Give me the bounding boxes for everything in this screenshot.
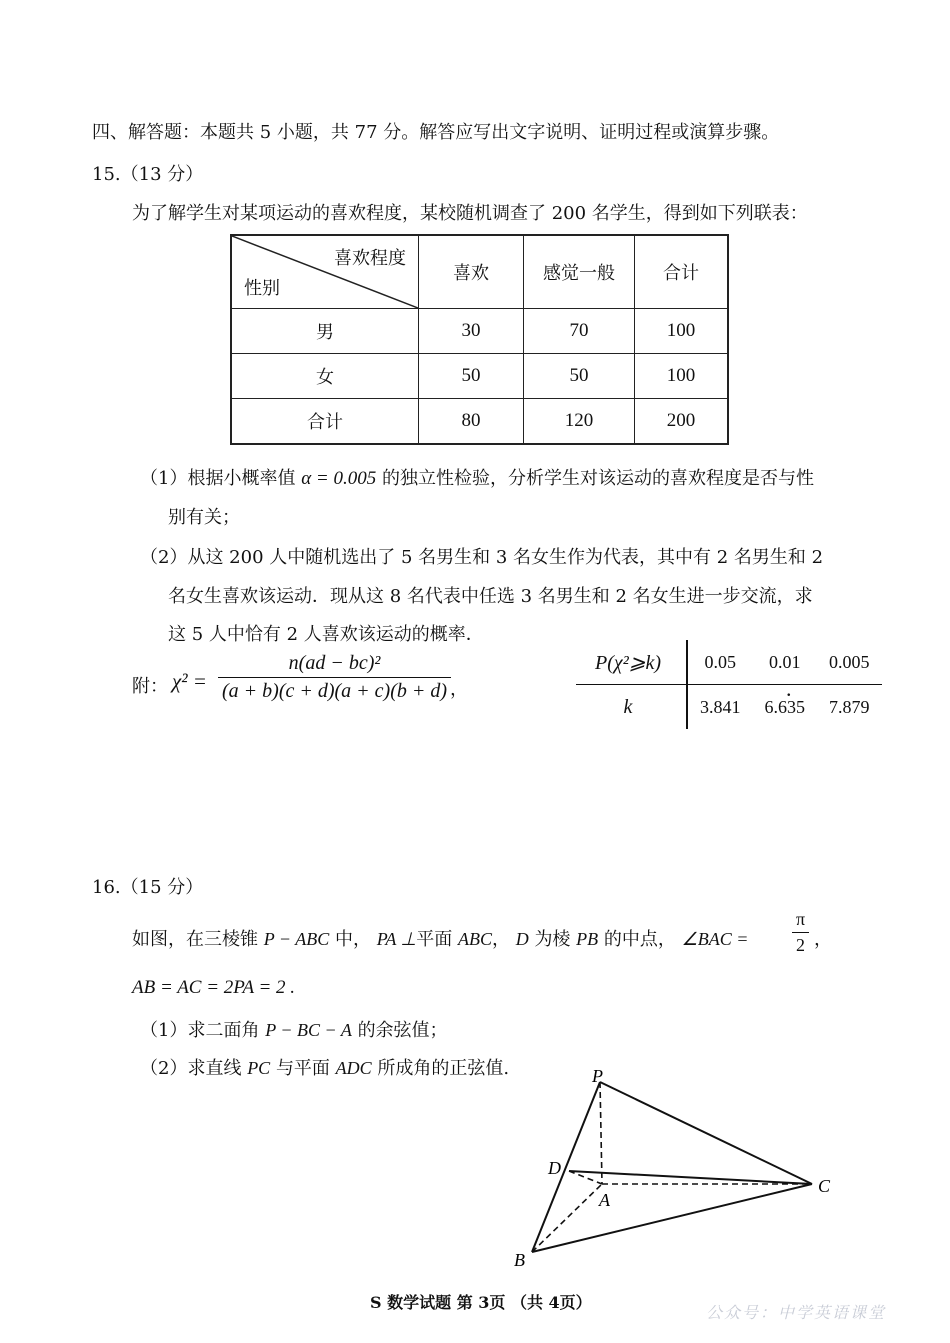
formula-lhs: χ² =	[172, 669, 207, 693]
tetrahedron-figure	[500, 1060, 840, 1275]
part1-text-b: 的独立性检验，分析学生对该运动的喜欢程度是否与性	[381, 468, 814, 489]
q16-text: 的余弦值；	[357, 1020, 448, 1041]
q15-intro: 为了解学生对某项运动的喜欢程度，某校随机调查了 200 名学生，得到如下列联表：	[132, 203, 808, 224]
label-a: A	[599, 1190, 610, 1210]
edge-dc	[569, 1171, 812, 1184]
q15-number: 15.（13 分）	[92, 164, 204, 185]
section-heading: 四、解答题：本题共 5 小题，共 77 分。解答应写出文字说明、证明过程或演算步骤。	[92, 122, 780, 143]
q16-part2	[140, 1054, 509, 1080]
formula-denominator: (a + b)(c + d)(a + c)(b + d)	[222, 680, 448, 702]
q16-text: 为棱	[534, 929, 571, 950]
frac-denominator: 2	[796, 935, 806, 955]
table-corner-cell	[231, 235, 419, 309]
corner-top-label: 喜欢程度	[334, 248, 406, 269]
q16-line2: AB = AC = 2PA = 2 .	[132, 977, 296, 998]
q15-part2-line3: 这 5 人中恰有 2 人喜欢该运动的概率．	[168, 624, 484, 645]
math-plane: ABC	[457, 929, 492, 949]
k-value: 7.879	[829, 696, 870, 717]
table-cell: 50	[524, 354, 635, 399]
q16-line1-end: ，	[814, 929, 832, 950]
q16-text: 所成角的正弦值.	[377, 1058, 510, 1079]
page-footer: S 数学试题 第 3页 （共 4页）	[370, 1293, 592, 1312]
p-value: 0.005	[817, 640, 882, 685]
end-dot: .	[786, 676, 792, 701]
table-cell: 80	[419, 399, 524, 445]
k-value: 6.635	[764, 696, 805, 717]
formula-numerator: n(ad − bc)²	[218, 652, 451, 678]
p-value: 0.05	[687, 640, 753, 685]
math-plane-adc: ADC	[335, 1058, 372, 1078]
row-label: 男	[231, 309, 419, 354]
chi-square-fraction	[218, 652, 451, 703]
row-label: 女	[231, 354, 419, 399]
math-point-d: D	[515, 929, 529, 949]
edge-bc	[532, 1184, 812, 1252]
q16-number: 16.（15 分）	[92, 877, 204, 898]
q15-part1-line1	[140, 464, 814, 490]
q16-text: 中，	[334, 929, 371, 950]
label-d: D	[548, 1158, 561, 1178]
math-line-pc: PC	[247, 1058, 271, 1078]
q16-text: ，	[491, 929, 510, 950]
formula-separator: ，	[450, 679, 468, 700]
q16-text: （2）求直线	[140, 1058, 242, 1079]
table-cell: 200	[635, 399, 729, 445]
formula-fraction	[218, 652, 451, 703]
corner-bottom-label: 性别	[244, 278, 280, 299]
table-cell: 100	[635, 309, 729, 354]
table-cell: 70	[524, 309, 635, 354]
table-header: 感觉一般	[524, 235, 635, 309]
angle-fraction	[792, 909, 809, 956]
k-value: 3.841	[700, 696, 741, 717]
watermark: 公众号：中学英语课堂	[706, 1303, 887, 1322]
math-angle: ∠BAC =	[681, 929, 749, 949]
q16-text: 的中点，	[603, 929, 676, 950]
table-cell: 50	[419, 354, 524, 399]
math-dihedral: P − BC − A	[265, 1020, 352, 1040]
q15-part2-line2: 名女生喜欢该运动．现从这 8 名代表中任选 3 名男生和 2 名女生进一步交流，求	[168, 586, 813, 607]
table-cell: 120	[524, 399, 635, 445]
p-value: 0.01	[753, 640, 818, 685]
math-edge-pb: PB	[576, 929, 599, 949]
edge-ab	[532, 1184, 602, 1252]
label-p: P	[592, 1066, 603, 1086]
row-label: 合计	[231, 399, 419, 445]
q16-text: （1）求二面角	[140, 1020, 260, 1041]
edge-pa	[600, 1082, 602, 1184]
q16-text: 平面	[416, 929, 453, 950]
table-cell: 100	[635, 354, 729, 399]
part1-text-a: （1）根据小概率值	[140, 468, 296, 489]
table-row	[231, 309, 728, 354]
table-cell: 30	[419, 309, 524, 354]
math-perpendicular: PA ⊥	[376, 929, 417, 949]
k-header: k	[576, 685, 687, 730]
q15-part1-line2: 别有关；	[168, 507, 240, 528]
q16-part1	[140, 1016, 448, 1042]
appendix-label: 附：	[132, 676, 168, 697]
q15-part2-line1: （2）从这 200 人中随机选出了 5 名男生和 3 名女生作为代表，其中有 2 名男生和 2	[140, 547, 824, 568]
table-header: 合计	[635, 235, 729, 309]
alpha-value: α = 0.005	[301, 468, 377, 489]
q16-text: 如图，在三棱锥	[132, 929, 258, 950]
q16-line1	[132, 925, 748, 951]
p-header: P(χ²⩾k)	[576, 640, 687, 685]
label-b: B	[514, 1250, 525, 1270]
contingency-table	[230, 234, 729, 445]
table-header: 喜欢	[419, 235, 524, 309]
edge-pb	[532, 1082, 600, 1252]
math-tetrahedron: P − ABC	[263, 929, 330, 949]
table-row	[231, 399, 728, 445]
table-row	[231, 354, 728, 399]
label-c: C	[818, 1176, 831, 1196]
frac-numerator: π	[792, 909, 809, 933]
pi-over-two	[792, 909, 809, 956]
edge-pc	[600, 1082, 812, 1184]
q16-text: 与平面	[275, 1058, 330, 1079]
critical-value-table	[576, 640, 882, 729]
